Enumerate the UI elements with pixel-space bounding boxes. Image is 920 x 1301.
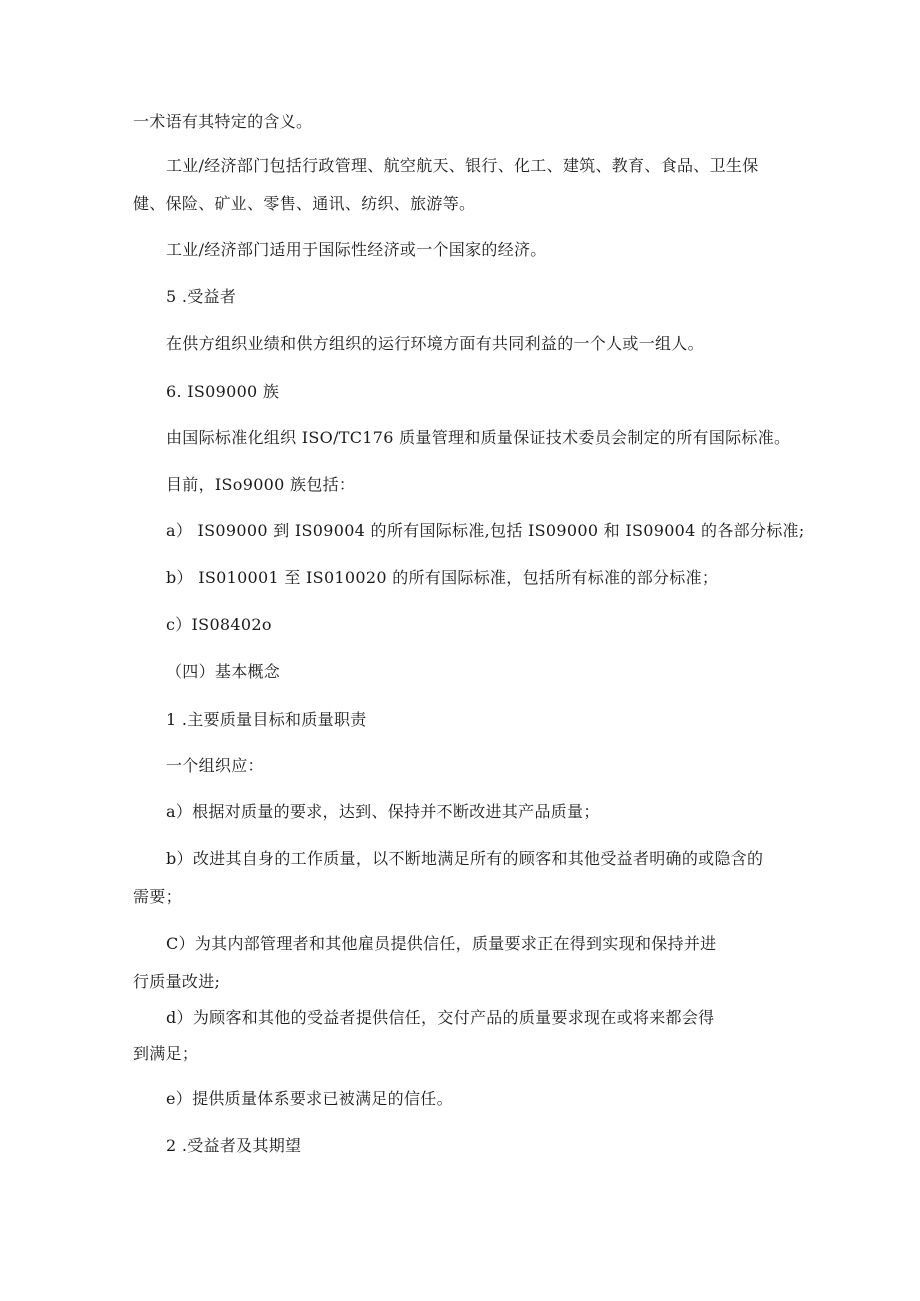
list-item-continuation: 需要；: [133, 887, 182, 906]
text-line: 健、保险、矿业、零售、通讯、纺织、旅游等。: [133, 194, 476, 213]
section-heading: （四）基本概念: [166, 662, 281, 681]
list-item: b） IS010001 至 IS010020 的所有国际标准，包括所有标准的部分标准；: [166, 568, 719, 587]
text-line: 一个组织应：: [166, 756, 264, 775]
section-heading: 1 .主要质量目标和质量职责: [166, 710, 367, 729]
list-item: d）为顾客和其他的受益者提供信任，交付产品的质量要求现在或将来都会得: [166, 1008, 715, 1027]
text-line: 一术语有其特定的含义。: [133, 112, 313, 131]
section-heading: 2 .受益者及其期望: [166, 1136, 302, 1155]
list-item: a） IS09000 到 IS09004 的所有国际标准,包括 IS09000 和 IS09004 的各部分标准;: [166, 521, 805, 540]
section-heading: 5 .受益者: [166, 287, 237, 306]
text-line: 在供方组织业绩和供方组织的运行环境方面有共同利益的一个人或一组人。: [166, 334, 704, 353]
text-line: 目前，ISo9000 族包括：: [166, 475, 356, 494]
section-heading: 6. IS09000 族: [166, 382, 280, 401]
list-item-continuation: 行质量改进;: [133, 972, 221, 991]
list-item: c）IS08402o: [166, 615, 272, 634]
list-item: a）根据对质量的要求，达到、保持并不断改进其产品质量；: [166, 802, 600, 821]
list-item: C）为其内部管理者和其他雇员提供信任，质量要求正在得到实现和保持并进: [166, 934, 717, 953]
text-line: 工业/经济部门包括行政管理、航空航天、银行、化工、建筑、教育、食品、卫生保: [166, 156, 759, 175]
list-item-continuation: 到满足；: [133, 1044, 199, 1063]
list-item: e）提供质量体系要求已被满足的信任。: [166, 1089, 453, 1108]
text-line: 工业/经济部门适用于国际性经济或一个国家的经济。: [166, 240, 547, 259]
list-item: b）改进其自身的工作质量，以不断地满足所有的顾客和其他受益者明确的或隐含的: [166, 849, 764, 868]
text-line: 由国际标准化组织 ISO/TC176 质量管理和质量保证技术委员会制定的所有国际标准。: [166, 428, 791, 447]
